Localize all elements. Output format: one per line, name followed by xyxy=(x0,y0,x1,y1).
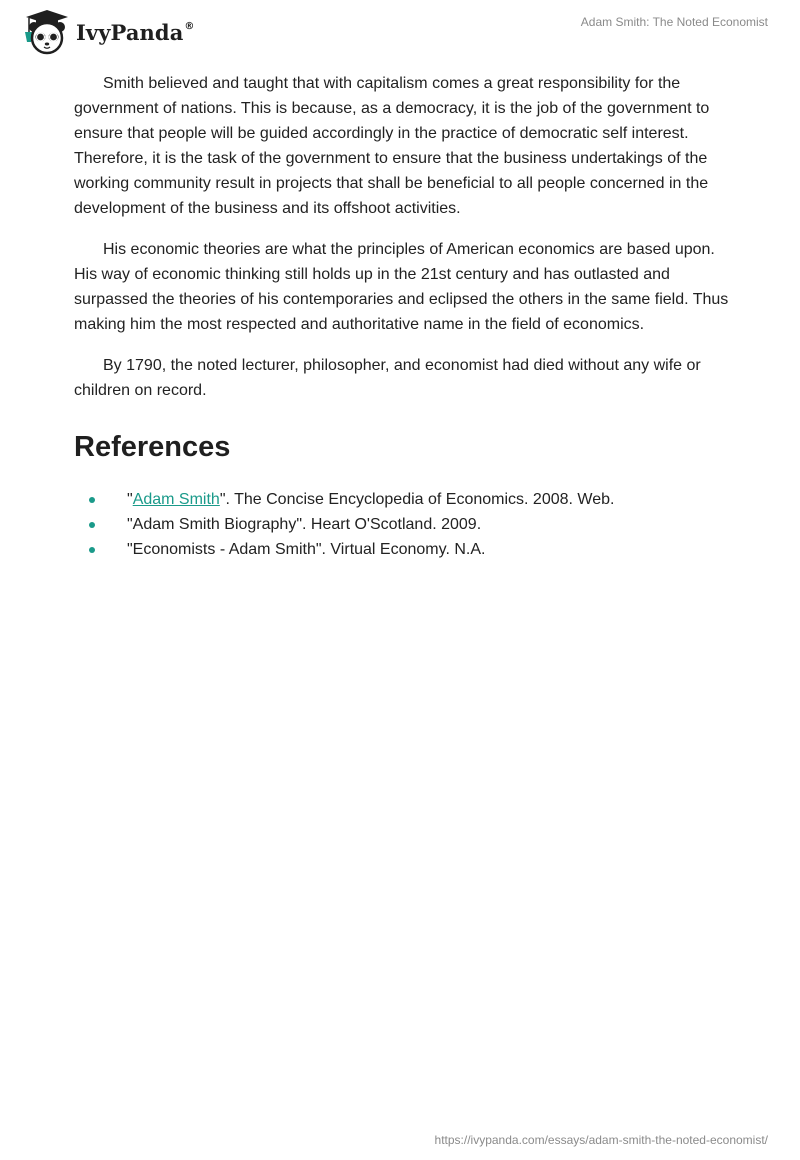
logo-wordmark: IvyPanda® xyxy=(76,19,195,45)
references-list xyxy=(74,487,734,562)
reference-prefix: " xyxy=(127,491,133,508)
reference-item xyxy=(74,537,734,562)
ivypanda-logo[interactable] xyxy=(14,7,195,57)
reference-item xyxy=(74,512,734,537)
reference-link-adam-smith[interactable]: Adam Smith xyxy=(132,491,220,508)
reference-text: "Economists - Adam Smith". Virtual Economy. N.A. xyxy=(127,541,486,558)
document-title: Adam Smith: The Noted Economist xyxy=(580,15,768,29)
references-heading: References xyxy=(74,431,231,463)
registered-mark: ® xyxy=(184,20,195,32)
reference-suffix: ". The Concise Encyclopedia of Economics. 2008. Web. xyxy=(219,491,615,508)
bullet-icon xyxy=(89,522,95,528)
body-paragraph: Smith believed and taught that with capitalism comes a great responsibility for the government of nations. This is because, as a democracy, it is the job of the government to ensure that people will be guided accordingly in the practice of democratic self interest. Therefore, it is the task of the government to ensure that the business undertakings of the working community result in projects that shall be beneficial to all people concerned in the development of the business and its offshoot activities. xyxy=(74,75,710,217)
bullet-icon xyxy=(89,497,95,503)
essay-content xyxy=(74,71,734,562)
reference-item xyxy=(74,487,734,512)
body-paragraph: His economic theories are what the principles of American economics are based upon. His way of economic thinking still holds up in the 21st century and has outlasted and surpassed the theories of his contemporaries and eclipsed the others in the same field. Thus making him the most respected and authoritative name in the field of economics. xyxy=(74,241,729,333)
reference-text: "Adam Smith Biography". Heart O'Scotland. 2009. xyxy=(127,516,482,533)
page-header xyxy=(0,0,800,60)
body-paragraph: By 1790, the noted lecturer, philosopher, and economist had died without any wife or children on record. xyxy=(74,357,701,399)
bullet-icon xyxy=(89,547,95,553)
footer-url[interactable]: https://ivypanda.com/essays/adam-smith-the-noted-economist/ xyxy=(434,1133,768,1147)
panda-graduate-icon xyxy=(14,7,74,57)
